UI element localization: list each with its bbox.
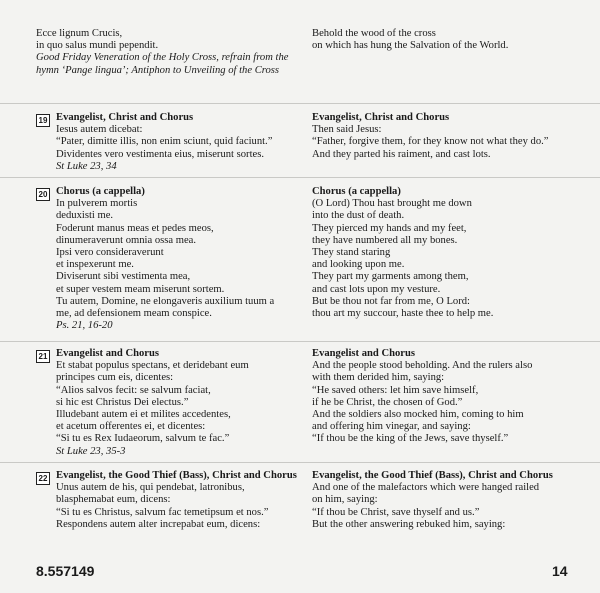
latin-line: Foderunt manus meas et pedes meos, <box>56 222 214 234</box>
section-22-english <box>312 470 562 531</box>
section-divider <box>0 462 600 463</box>
latin-line: “Pater, dimitte illis, non enim sciunt, quid faciunt.” <box>56 136 273 148</box>
section-heading: Evangelist, Christ and Chorus <box>312 112 450 123</box>
section-21-latin <box>56 348 306 458</box>
latin-line: et inspexerunt me. <box>56 259 134 271</box>
intro-latin <box>36 28 300 77</box>
section-heading: Evangelist and Chorus <box>56 348 160 359</box>
intro-english-line: on which has hung the Salvation of the World. <box>312 40 509 52</box>
section-heading: Evangelist, Christ and Chorus <box>56 112 194 123</box>
english-line: if he be Christ, the chosen of God.” <box>312 396 463 408</box>
section-21-english <box>312 348 574 446</box>
english-line: thou art my succour, haste thee to help me. <box>312 308 494 320</box>
english-line: they have numbered all my bones. <box>312 234 458 246</box>
latin-line: et super vestem meam miserunt sortem. <box>56 283 225 295</box>
latin-line: “Si tu es Christus, salvum fac temetipsum et nos.” <box>56 506 269 518</box>
section-19-english <box>312 112 574 161</box>
catalogue-number: 8.557149 <box>36 563 95 579</box>
section-20-latin <box>56 186 306 332</box>
english-line: into the dust of death. <box>312 210 405 222</box>
english-line: They part my garments among them, <box>312 271 469 283</box>
english-line: and cast lots upon my vesture. <box>312 283 441 295</box>
intro-english <box>312 28 574 52</box>
english-line: But the other answering rebuked him, saying: <box>312 518 506 530</box>
english-line: And one of the malefactors which were hanged railed <box>312 482 540 494</box>
latin-line: dinumeraverunt omnia ossa mea. <box>56 234 197 246</box>
latin-line: Iesus autem dicebat: <box>56 124 143 136</box>
english-line: on him, saying: <box>312 494 378 506</box>
latin-line: blasphemabat eum, dicens: <box>56 494 171 506</box>
intro-latin-line: Ecce lignum Crucis, <box>36 28 123 39</box>
latin-line: me, ad defensionem meam conspice. <box>56 308 212 320</box>
latin-line: deduxisti me. <box>56 210 114 222</box>
latin-line: In pulverem mortis <box>56 198 138 210</box>
track-number-21: 21 <box>36 350 50 363</box>
section-heading: Chorus (a cappella) <box>56 186 145 197</box>
english-line: They stand staring <box>312 247 391 259</box>
english-line: with them derided him, saying: <box>312 372 445 384</box>
latin-line: principes cum eis, dicentes: <box>56 372 174 384</box>
latin-line: Illudebant autem ei et milites accedentes, <box>56 409 231 421</box>
section-divider <box>0 103 600 104</box>
latin-line: Unus autem de his, qui pendebat, latronibus, <box>56 482 245 494</box>
english-line: And the soldiers also mocked him, coming to him <box>312 409 524 421</box>
section-heading: Chorus (a cappella) <box>312 186 401 197</box>
english-line: and looking upon me. <box>312 259 405 271</box>
track-number-22: 22 <box>36 472 50 485</box>
section-divider <box>0 341 600 342</box>
english-line: Then said Jesus: <box>312 124 382 136</box>
track-number-20: 20 <box>36 188 50 201</box>
track-number-19: 19 <box>36 114 50 127</box>
latin-line: Et stabat populus spectans, et deridebant eum <box>56 360 249 372</box>
latin-line: “Si tu es Rex Iudaeorum, salvum te fac.” <box>56 433 230 445</box>
english-line: and offering him vinegar, and saying: <box>312 421 471 433</box>
page-number: 14 <box>552 563 568 579</box>
latin-line: Ipsi vero consideraverunt <box>56 247 164 259</box>
english-line: “If thou be the king of the Jews, save thyself.” <box>312 433 509 445</box>
english-line: And the people stood beholding. And the rulers also <box>312 360 533 372</box>
section-divider <box>0 177 600 178</box>
latin-line: Diviserunt sibi vestimenta mea, <box>56 271 191 283</box>
latin-line: Dividentes vero vestimenta eius, miserunt sortes. <box>56 148 265 160</box>
latin-line: si hic est Christus Dei electus.” <box>56 396 189 408</box>
english-line: “He saved others: let him save himself, <box>312 384 479 396</box>
section-22-latin <box>56 470 306 531</box>
latin-line: Respondens autem alter increpabat eum, dicens: <box>56 518 261 530</box>
latin-line: et acetum offerentes ei, et dicentes: <box>56 421 206 433</box>
section-heading: Evangelist, the Good Thief (Bass), Christ and Chorus <box>312 470 553 481</box>
english-line: (O Lord) Thou hast brought me down <box>312 198 472 210</box>
section-heading: Evangelist and Chorus <box>312 348 416 359</box>
intro-english-line: Behold the wood of the cross <box>312 28 436 39</box>
latin-line: “Alios salvos fecit: se salvum faciat, <box>56 384 211 396</box>
scripture-reference: St Luke 23, 34 <box>56 160 117 172</box>
section-heading: Evangelist, the Good Thief (Bass), Christ and Chorus <box>56 470 297 481</box>
english-line: “Father, forgive them, for they know not what they do.” <box>312 136 549 148</box>
section-20-english <box>312 186 574 320</box>
english-line: And they parted his raiment, and cast lots. <box>312 148 491 160</box>
latin-line: Tu autem, Domine, ne elongaveris auxilium tuum a <box>56 295 275 307</box>
scripture-reference: Ps. 21, 16-20 <box>56 320 113 332</box>
english-line: “If thou be Christ, save thyself and us.” <box>312 506 480 518</box>
section-19-latin <box>56 112 306 173</box>
intro-latin-line: in quo salus mundi pependit. <box>36 40 159 52</box>
intro-source-note: Good Friday Veneration of the Holy Cross, refrain from the hymn ‘Pange lingua’; Antiphon to Unveiling of the Cross <box>36 52 289 76</box>
english-line: They pierced my hands and my feet, <box>312 222 467 234</box>
english-line: But be thou not far from me, O Lord: <box>312 295 470 307</box>
scripture-reference: St Luke 23, 35-3 <box>56 445 126 457</box>
